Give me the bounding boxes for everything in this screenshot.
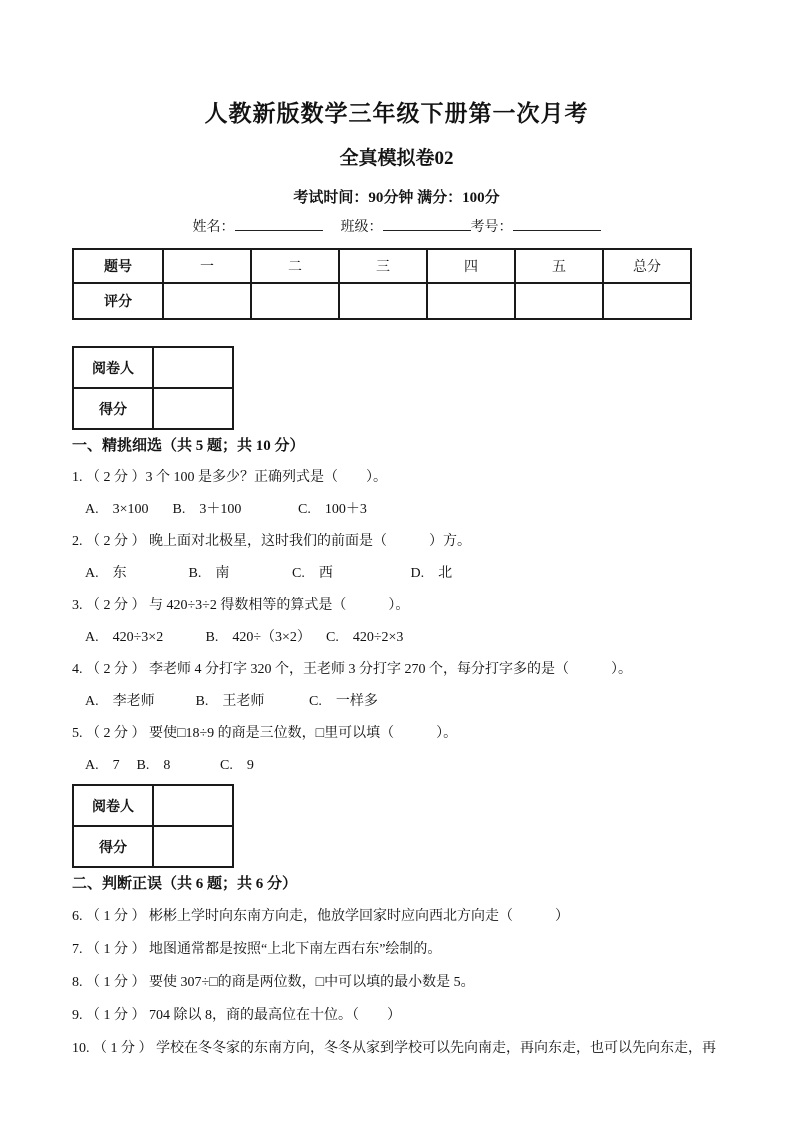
- question-2-options: [72, 563, 721, 585]
- score-table-header-cell: 总分: [603, 249, 691, 283]
- option-a: A. 李老师: [85, 694, 155, 709]
- question-5-options: [72, 755, 721, 777]
- student-info-line: [72, 217, 721, 239]
- option-a: A. 7: [85, 758, 120, 773]
- exam-info-line: 考试时间：90分钟 满分：100分: [293, 190, 500, 206]
- grader-cell-empty: [153, 785, 233, 826]
- exam-subtitle: 全真模拟卷02: [339, 148, 454, 169]
- question-5-stem: 5. （ 2 分 ） 要使□18÷9 的商是三位数，□里可以填（ ）。: [72, 726, 458, 741]
- score-cell-empty: [515, 283, 603, 319]
- score-table-header-cell: 四: [427, 249, 515, 283]
- score-label: 得分: [73, 826, 153, 867]
- option-b: B. 420÷（3×2）: [205, 630, 311, 645]
- class-blank: [383, 217, 471, 231]
- exam-no-blank: [513, 217, 601, 231]
- question-3-options: [72, 627, 721, 649]
- name-blank: [235, 217, 323, 231]
- option-b: B. 王老师: [195, 694, 265, 709]
- score-table-header-cell: 题号: [73, 249, 163, 283]
- score-row-label: 评分: [73, 283, 163, 319]
- question-6: 6. （ 1 分 ） 彬彬上学时向东南方向走，他放学回家时应向西北方向走（ ）: [72, 909, 569, 924]
- option-a: A. 420÷3×2: [85, 630, 164, 645]
- option-c: C. 西: [292, 566, 333, 581]
- exam-no-label: 考号：: [470, 220, 513, 235]
- grader-cell-empty: [153, 347, 233, 388]
- option-a: A. 3×100: [85, 502, 149, 517]
- score-cell-empty: [339, 283, 427, 319]
- option-c: C. 100＋3: [298, 502, 367, 517]
- option-a: A. 东: [85, 566, 127, 581]
- option-c: C. 420÷2×3: [326, 630, 404, 645]
- section-one-heading: 一、精挑细选（共 5 题；共 10 分）: [72, 438, 305, 454]
- option-c: C. 9: [220, 758, 254, 773]
- grader-label: 阅卷人: [73, 785, 153, 826]
- question-1-options: [72, 499, 721, 521]
- question-10: 10. （ 1 分 ） 学校在冬冬家的东南方向，冬冬从家到学校可以先向南走，再向东走，也可以先向东走，再: [72, 1041, 716, 1056]
- grader-box-row: [73, 388, 233, 429]
- option-c: C. 一样多: [309, 694, 378, 709]
- grader-box-row: [73, 785, 233, 826]
- option-b: B. 南: [188, 566, 230, 581]
- option-b: B. 8: [136, 758, 171, 773]
- score-table-header-cell: 五: [515, 249, 603, 283]
- exam-title: 人教新版数学三年级下册第一次月考: [204, 101, 589, 126]
- question-2-stem: 2. （ 2 分 ） 晚上面对北极星，这时我们的前面是（ ）方。: [72, 534, 471, 549]
- score-cell-empty: [163, 283, 251, 319]
- name-label: 姓名：: [192, 220, 235, 235]
- question-4-options: [72, 691, 721, 713]
- score-table-header-cell: 三: [339, 249, 427, 283]
- question-9: 9. （ 1 分 ） 704 除以 8，商的最高位在十位。（ ）: [72, 1008, 401, 1023]
- score-table: [72, 248, 692, 320]
- score-cell-empty: [153, 826, 233, 867]
- question-7: 7. （ 1 分 ） 地图通常都是按照“上北下南左西右东”绘制的。: [72, 942, 442, 957]
- grader-box: [72, 784, 234, 868]
- grader-box-row: [73, 826, 233, 867]
- score-table-score-row: [73, 283, 691, 319]
- grader-box: [72, 346, 234, 430]
- score-cell-empty: [153, 388, 233, 429]
- grader-box-row: [73, 347, 233, 388]
- score-label: 得分: [73, 388, 153, 429]
- class-label: 班级：: [340, 220, 383, 235]
- option-b: B. 3＋100: [172, 502, 242, 517]
- question-3-stem: 3. （ 2 分 ） 与 420÷3÷2 得数相等的算式是（ ）。: [72, 598, 410, 613]
- question-8: 8. （ 1 分 ） 要使 307÷□的商是两位数，□中可以填的最小数是 5。: [72, 975, 475, 990]
- score-cell-empty: [251, 283, 339, 319]
- grader-label: 阅卷人: [73, 347, 153, 388]
- question-1-stem: 1. （ 2 分 ）3 个 100 是多少？正确列式是（ ）。: [72, 470, 387, 485]
- score-table-header-cell: 二: [251, 249, 339, 283]
- question-4-stem: 4. （ 2 分 ） 李老师 4 分打字 320 个，王老师 3 分打字 270 个，每分打字多的是（ ）。: [72, 662, 632, 677]
- score-cell-empty: [427, 283, 515, 319]
- score-table-header-row: [73, 249, 691, 283]
- score-table-header-cell: 一: [163, 249, 251, 283]
- score-cell-empty: [603, 283, 691, 319]
- section-two-heading: 二、判断正误（共 6 题；共 6 分）: [72, 876, 298, 892]
- option-d: D. 北: [410, 566, 453, 581]
